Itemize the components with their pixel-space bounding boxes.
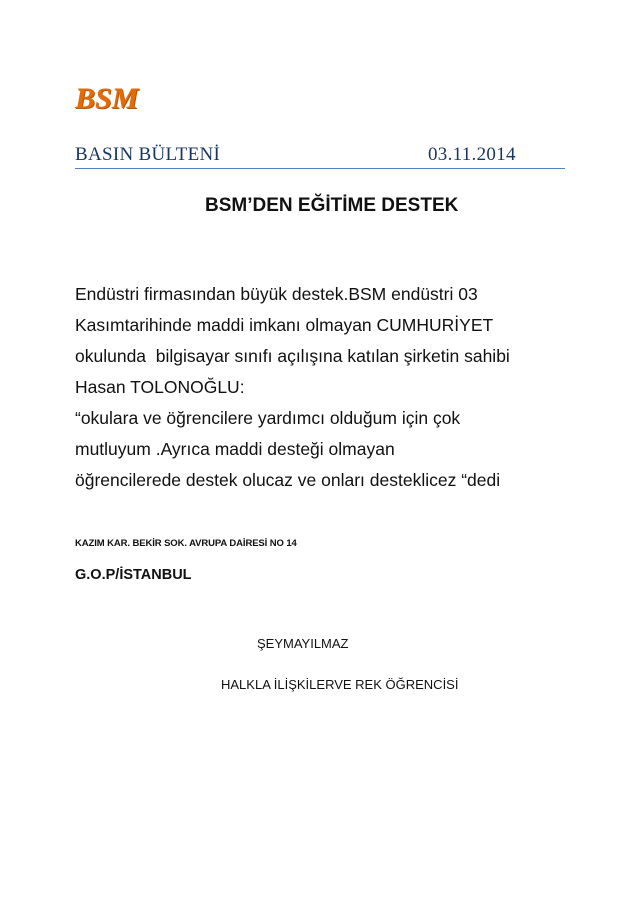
body-line: okulunda bilgisayar sınıfı açılışına katılan şirketin sahibi bbox=[75, 346, 510, 366]
press-release-date: 03.11.2014 bbox=[428, 144, 516, 165]
signature-name: ŞEYMAYILMAZ bbox=[257, 636, 349, 651]
body-text bbox=[75, 279, 575, 496]
headline: BSM’DEN EĞİTİME DESTEK bbox=[205, 195, 459, 216]
press-release-header bbox=[75, 144, 565, 169]
body-line: Kasımtarihinde maddi imkanı olmayan CUMHURİYET bbox=[75, 315, 494, 335]
body-line: Hasan TOLONOĞLU: bbox=[75, 377, 245, 397]
address: KAZIM KAR. BEKİR SOK. AVRUPA DAİRESİ NO 14 bbox=[75, 538, 297, 549]
city: G.O.P/İSTANBUL bbox=[75, 567, 192, 583]
press-release-label: BASIN BÜLTENİ bbox=[75, 144, 221, 165]
bsm-logo: BSM bbox=[75, 82, 139, 115]
body-line: mutluyum .Ayrıca maddi desteği olmayan bbox=[75, 439, 395, 459]
body-line: “okulara ve öğrencilere yardımcı olduğum için çok bbox=[75, 408, 461, 428]
signature-title: HALKLA İLİŞKİLERVE REK ÖĞRENCİSİ bbox=[221, 677, 459, 692]
body-line: Endüstri firmasından büyük destek.BSM endüstri 03 bbox=[75, 284, 478, 304]
body-line: öğrencilerede destek olucaz ve onları desteklicez “dedi bbox=[75, 470, 501, 490]
